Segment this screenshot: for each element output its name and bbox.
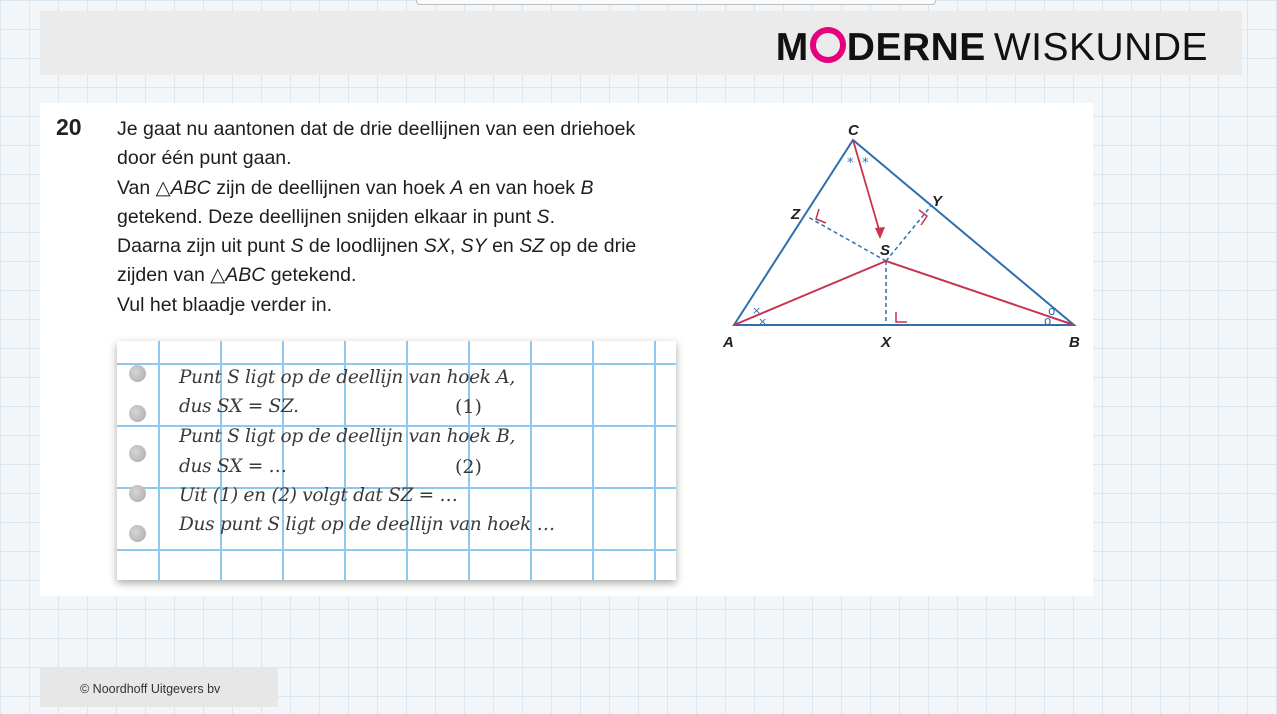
- brand-o-ring-icon: [810, 27, 846, 63]
- text-fragment: Daarna zijn uit punt: [117, 235, 291, 258]
- label-a: A: [723, 334, 734, 351]
- label-c: C: [848, 122, 859, 139]
- angle-mark-b-icon: o: [1044, 314, 1052, 328]
- label-y: Y: [932, 193, 943, 210]
- brand-moderne-rest: DERNE: [846, 26, 986, 69]
- text-fragment: getekend.: [265, 264, 357, 287]
- text-fragment: door één punt gaan.: [117, 147, 292, 170]
- binder-hole: [129, 525, 146, 542]
- text-fragment: Van △: [117, 176, 171, 199]
- text-fragment: zijn de deellijnen van hoek: [210, 176, 451, 199]
- text-fragment: en van hoek: [463, 176, 581, 199]
- math-fragment: S: [290, 235, 304, 258]
- brand-letter-m: M: [775, 26, 809, 69]
- binder-hole: [129, 405, 146, 422]
- text-fragment: de loodlijnen: [303, 235, 424, 258]
- notepad-line: Uit (1) en (2) volgt dat SZ = …: [179, 485, 458, 506]
- question-line: [117, 291, 717, 320]
- exercise-panel: [40, 103, 1093, 596]
- text-fragment: .: [549, 205, 555, 228]
- perpendicular-sz: [808, 217, 886, 261]
- label-x: X: [881, 334, 892, 351]
- header-band: [40, 11, 1242, 75]
- text-fragment: Vul het blaadje verder in.: [117, 293, 332, 316]
- angle-mark-c-icon: *: [847, 156, 854, 171]
- angle-mark-a-icon: ×: [758, 315, 768, 328]
- math-fragment: SY: [460, 235, 487, 258]
- text-fragment: op de drie: [544, 235, 637, 258]
- math-fragment: ABC: [170, 176, 211, 199]
- angle-mark-b-icon: o: [1048, 304, 1056, 318]
- math-fragment: SX: [423, 235, 450, 258]
- label-b: B: [1069, 334, 1080, 351]
- notepad-line: dus SX = …: [179, 456, 287, 477]
- right-angle-x-icon: [896, 312, 907, 322]
- question-line: [117, 174, 717, 203]
- question-line: [117, 203, 717, 232]
- text-fragment: Je gaat nu aantonen dat de drie deellijnen van een driehoek: [117, 118, 636, 140]
- bisector-c: [853, 140, 880, 233]
- footer-band: [40, 667, 278, 707]
- notepad-tag: (2): [455, 456, 482, 478]
- question-line: [117, 144, 717, 173]
- question-line: [117, 115, 717, 144]
- math-fragment: SZ: [519, 235, 545, 258]
- notepad-line: Punt S ligt op de deellijn van hoek A,: [179, 367, 515, 388]
- text-fragment: en: [486, 235, 520, 258]
- brand-wiskunde: WISKUNDE: [993, 26, 1208, 69]
- top-window-tab: [416, 0, 936, 5]
- question-text: [117, 115, 717, 320]
- binder-hole: [129, 365, 146, 382]
- right-angle-y-icon: [919, 210, 927, 225]
- triangle-figure: [718, 115, 1090, 355]
- question-line: [117, 261, 717, 290]
- math-fragment: ABC: [225, 264, 266, 287]
- angle-mark-c-icon: *: [862, 156, 869, 171]
- angle-mark-a-icon: ×: [752, 304, 762, 317]
- text-fragment: zijden van △: [117, 264, 226, 287]
- binder-hole: [129, 485, 146, 502]
- copyright-text: © Noordhoff Uitgevers bv: [80, 682, 221, 696]
- math-fragment: S: [536, 205, 550, 228]
- brand-logo: [776, 27, 1208, 67]
- binder-hole: [129, 445, 146, 462]
- question-line: [117, 232, 717, 261]
- label-s: S: [880, 242, 891, 259]
- text-fragment: getekend. Deze deellijnen snijden elkaar in punt: [117, 205, 537, 228]
- math-fragment: A: [450, 176, 464, 199]
- math-fragment: B: [580, 176, 594, 199]
- notepad-line: Dus punt S ligt op de deellijn van hoek …: [179, 514, 555, 535]
- notepad-line: Punt S ligt op de deellijn van hoek B,: [179, 426, 516, 447]
- text-fragment: ,: [449, 235, 461, 258]
- answer-notepad: [117, 341, 676, 580]
- arrowhead-icon: [875, 227, 885, 239]
- question-number: 20: [56, 114, 82, 140]
- notepad-tag: (1): [455, 396, 482, 418]
- label-z: Z: [791, 206, 801, 223]
- right-angle-z-icon: [816, 209, 826, 223]
- triangle-abc: [734, 140, 1074, 325]
- notepad-line: dus SX = SZ.: [179, 396, 299, 417]
